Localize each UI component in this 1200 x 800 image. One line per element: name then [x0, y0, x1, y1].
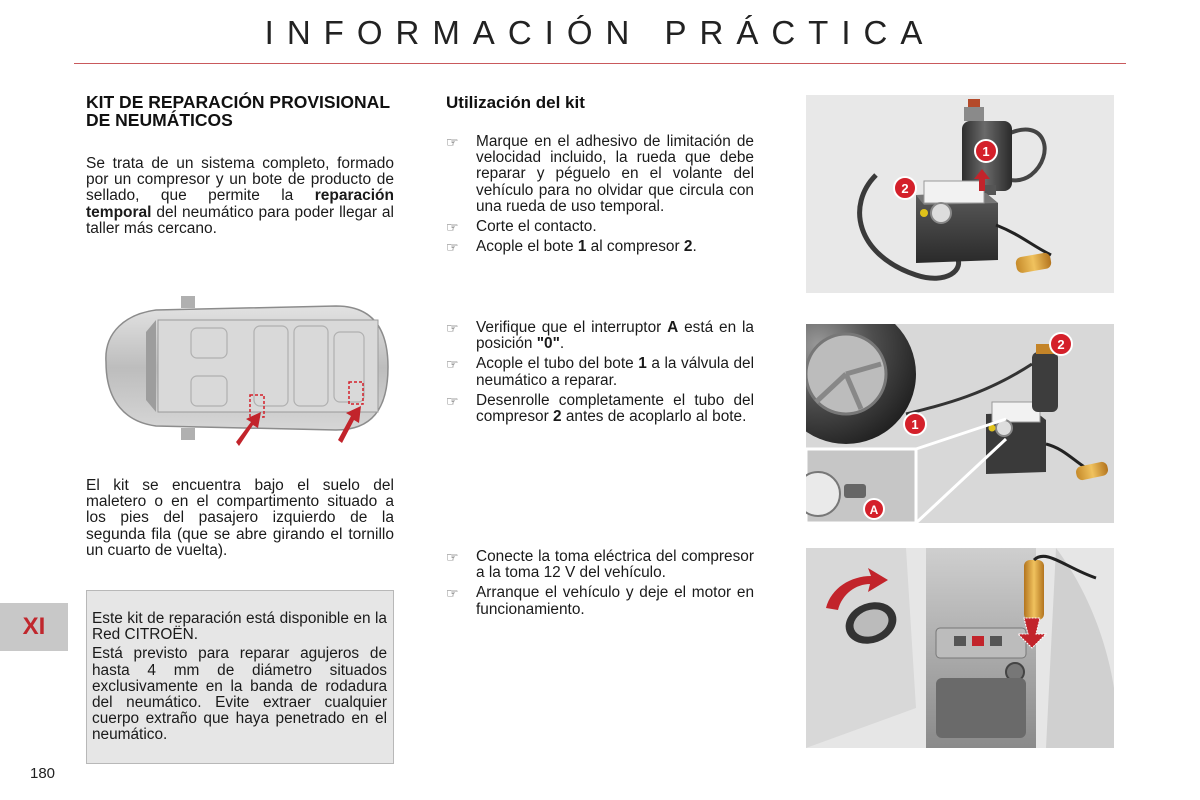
usage-heading: Utilización del kit [446, 93, 585, 112]
callout-badge [894, 177, 916, 199]
note-paragraph: Está previsto para reparar agujeros de hasta 4 mm de diámetro situados exclusivamente en la banda de rodadura del neumático. Evite extraer cualquier cuerpo extraño que haya penetrado en el neumático. [92, 645, 387, 744]
step-item [446, 393, 754, 425]
car-top-view-illustration [86, 292, 394, 452]
pointing-hand-icon: ☞ [446, 320, 459, 336]
callout-label: 2 [1057, 337, 1065, 352]
kit-location-paragraph: El kit se encuentra bajo el suelo del maletero o en el compartimento situado a los pies del pasajero izquierdo de la segunda fila (que se abre girando el tornillo un cuarto de vuelta). [86, 477, 394, 559]
car-top-view-figure [86, 292, 394, 452]
pointing-hand-icon: ☞ [446, 392, 459, 409]
step-ref: A [667, 319, 679, 336]
step-text: Arranque el vehículo y deje el motor en funcionamiento. [476, 584, 754, 618]
tyre-connection-figure [806, 324, 1114, 523]
intro-bold-term: reparación temporal [86, 187, 394, 221]
page-title: INFORMACIÓN PRÁCTICA [264, 14, 936, 51]
pointing-hand-icon: ☞ [446, 549, 459, 565]
note-paragraph: Este kit de reparación está disponible en la Red CITROËN. [92, 610, 387, 644]
step-text: Marque en el adhesivo de limitación de velocidad incluido, la rueda que debe reparar y péguelo en el volante del vehículo para no olvidar que circula con una rueda de uso temporal. [476, 133, 754, 215]
section-heading: KIT DE REPARACIÓN PROVISIONAL DE NEUMÁTICOS [86, 92, 390, 130]
chapter-tab: XI [0, 603, 68, 651]
step-item [446, 585, 754, 617]
compressor-bottle-illustration [806, 95, 1114, 293]
step-item [446, 239, 754, 255]
step-text: Acople el bote [476, 238, 578, 256]
pointing-hand-icon: ☞ [446, 239, 459, 256]
step-ref: 1 [577, 238, 587, 256]
step-ref: 1 [638, 355, 647, 373]
step-item [446, 219, 754, 235]
step-text: Conecte la toma eléctrica del compresor a la toma 12 V del vehículo. [476, 548, 754, 582]
step-text: Desenrolle completamente el tubo del compresor [476, 391, 754, 426]
step-ref: 2 [552, 408, 562, 426]
step-item [446, 320, 754, 352]
callout-label: 1 [911, 417, 919, 432]
callout-badge [975, 140, 997, 162]
callout-badge [864, 499, 884, 519]
kit-assembly-figure [806, 95, 1114, 293]
step-list [446, 320, 754, 429]
step-item [446, 356, 754, 388]
step-item [446, 549, 754, 581]
info-note-box [86, 590, 394, 764]
step-text: antes de acoplarlo al bote. [561, 408, 747, 426]
intro-paragraph [86, 156, 394, 237]
tyre-connection-illustration [806, 324, 1114, 523]
pointing-hand-icon: ☞ [446, 134, 459, 150]
pointing-hand-icon: ☞ [446, 585, 459, 602]
step-text: . [559, 335, 565, 353]
step-text: . [692, 238, 697, 256]
intro-text-end: del neumático para poder llegar al taller más cercano. [86, 203, 394, 237]
callout-badge [1050, 333, 1072, 355]
step-ref: "0" [536, 335, 560, 353]
step-text: a la válvula del neumático a reparar. [476, 355, 754, 389]
intro-text-start: Se trata de un sistema completo, formado por un compresor y un bote de producto de sellado, que permite la [86, 155, 394, 205]
step-ref: 2 [683, 238, 693, 256]
callout-label: A [869, 503, 879, 517]
power-socket-figure [806, 548, 1114, 748]
pointing-hand-icon: ☞ [446, 356, 459, 373]
step-item [446, 134, 754, 215]
step-list [446, 549, 754, 622]
step-text: al compresor [586, 238, 684, 256]
callout-badge [904, 413, 926, 435]
callout-label: 2 [901, 181, 909, 196]
callout-label: 1 [982, 144, 990, 159]
pointing-hand-icon: ☞ [446, 219, 459, 236]
power-socket-illustration [806, 548, 1114, 748]
step-list [446, 134, 754, 259]
step-text: está en la posición [476, 319, 754, 353]
header-divider [74, 63, 1126, 64]
step-text: Acople el tubo del bote [476, 355, 639, 373]
page-number: 180 [30, 765, 56, 782]
step-text: Corte el contacto. [476, 218, 597, 236]
step-text: Verifique que el interruptor [476, 319, 668, 336]
